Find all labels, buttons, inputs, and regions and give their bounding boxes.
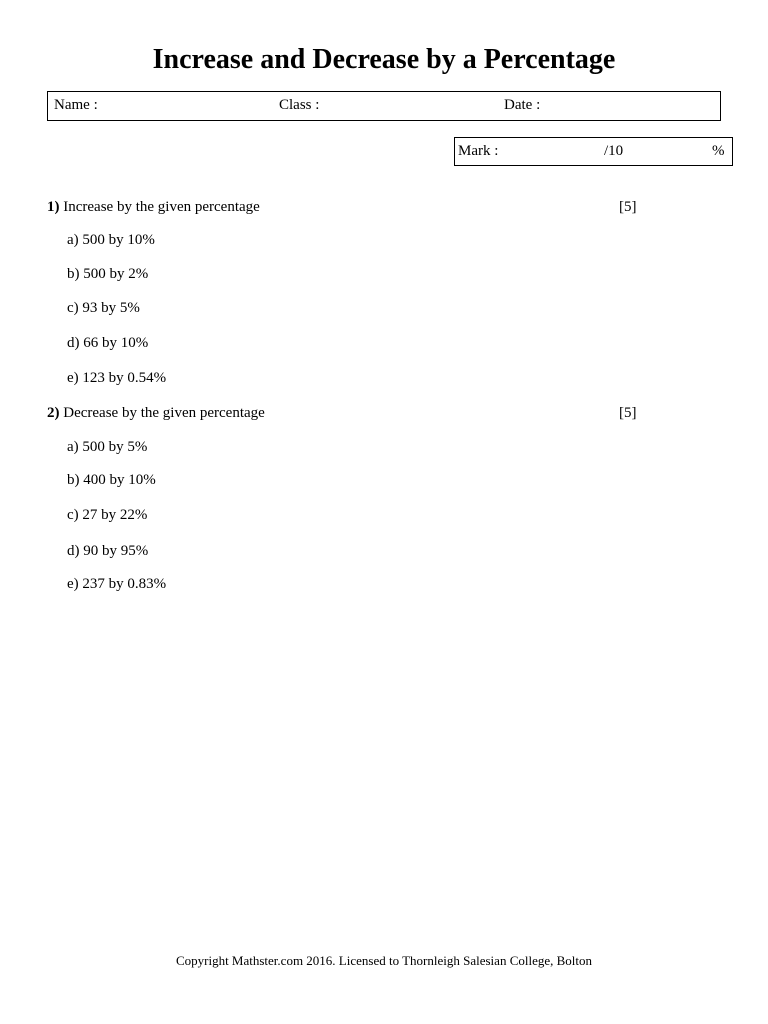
question-part: c) 27 by 22% — [67, 507, 148, 523]
mark-out-of: /10 — [604, 143, 624, 159]
question-part: b) 400 by 10% — [67, 472, 156, 488]
question-part: c) 93 by 5% — [67, 300, 140, 316]
question-part: d) 90 by 95% — [67, 543, 149, 559]
question-part: e) 237 by 0.83% — [67, 576, 167, 592]
question-marks: [5] — [619, 405, 637, 421]
worksheet-title: Increase and Decrease by a Percentage — [152, 44, 616, 75]
question-part: a) 500 by 10% — [67, 232, 155, 248]
question-marks: [5] — [619, 199, 637, 215]
question-text: Decrease by the given percentage — [63, 405, 265, 421]
question-2 — [47, 403, 647, 423]
question-text: Increase by the given percentage — [63, 199, 260, 215]
mark-percent: % — [712, 143, 725, 159]
question-part: d) 66 by 10% — [67, 335, 149, 351]
question-number: 2) — [47, 405, 60, 421]
mark-box — [454, 137, 733, 166]
name-label: Name : — [54, 97, 98, 113]
copyright-footer: Copyright Mathster.com 2016. Licensed to Thornleigh Salesian College, Bolton — [175, 953, 593, 968]
mark-label: Mark : — [458, 143, 499, 159]
question-part: a) 500 by 5% — [67, 439, 148, 455]
question-number: 1) — [47, 199, 60, 215]
question-1 — [47, 197, 647, 217]
date-label: Date : — [504, 97, 541, 113]
question-part: b) 500 by 2% — [67, 266, 149, 282]
class-label: Class : — [279, 97, 320, 113]
question-part: e) 123 by 0.54% — [67, 370, 167, 386]
student-info-box — [47, 91, 721, 121]
